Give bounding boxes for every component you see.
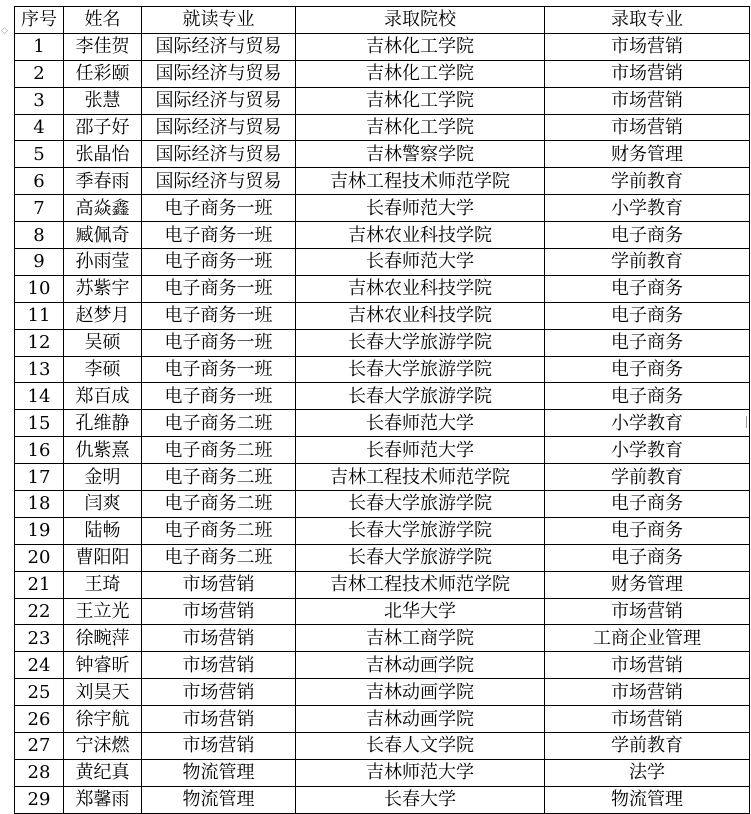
cell-current-major: 国际经济与贸易 <box>142 141 296 168</box>
cell-index: 12 <box>15 329 64 356</box>
cell-admitted-major: 学前教育 <box>545 249 750 276</box>
table-row <box>15 383 750 410</box>
table-row <box>15 168 750 195</box>
cell-current-major: 电子商务二班 <box>142 491 296 518</box>
cell-current-major: 物流管理 <box>142 759 296 786</box>
table-row <box>15 517 750 544</box>
cell-admitted-major: 电子商务 <box>545 491 750 518</box>
cell-admitted-major: 财务管理 <box>545 571 750 598</box>
cell-current-major: 电子商务二班 <box>142 517 296 544</box>
cell-name: 宁沫燃 <box>64 733 142 760</box>
cell-current-major: 电子商务一班 <box>142 222 296 249</box>
cell-current-major: 市场营销 <box>142 652 296 679</box>
cell-anchor-marker: ◇ <box>1 26 8 36</box>
cell-name: 金明 <box>64 464 142 491</box>
table-row <box>15 733 750 760</box>
cell-index: 6 <box>15 168 64 195</box>
cell-index: 27 <box>15 733 64 760</box>
cell-admitted-school: 长春师范大学 <box>296 195 545 222</box>
cell-current-major: 电子商务一班 <box>142 356 296 383</box>
cell-index: 17 <box>15 464 64 491</box>
cell-current-major: 市场营销 <box>142 625 296 652</box>
cell-current-major: 电子商务一班 <box>142 302 296 329</box>
cell-admitted-school: 吉林农业科技学院 <box>296 302 545 329</box>
table-row <box>15 249 750 276</box>
table-row <box>15 33 750 60</box>
cell-index: 29 <box>15 786 64 813</box>
cell-current-major: 国际经济与贸易 <box>142 87 296 114</box>
cell-admitted-major: 电子商务 <box>545 544 750 571</box>
cell-current-major: 物流管理 <box>142 786 296 813</box>
cell-current-major: 市场营销 <box>142 733 296 760</box>
cell-admitted-school: 长春大学旅游学院 <box>296 544 545 571</box>
cell-index: 24 <box>15 652 64 679</box>
cell-index: 8 <box>15 222 64 249</box>
cell-admitted-school: 长春人文学院 <box>296 733 545 760</box>
cell-admitted-major: 物流管理 <box>545 786 750 813</box>
cell-index: 3 <box>15 87 64 114</box>
cell-admitted-school: 长春大学旅游学院 <box>296 383 545 410</box>
cell-current-major: 市场营销 <box>142 679 296 706</box>
table-row <box>15 706 750 733</box>
cell-admitted-major: 电子商务 <box>545 356 750 383</box>
cell-index: 28 <box>15 759 64 786</box>
cell-admitted-major: 电子商务 <box>545 517 750 544</box>
cell-name: 赵梦月 <box>64 302 142 329</box>
cell-admitted-school: 吉林化工学院 <box>296 114 545 141</box>
cell-index: 18 <box>15 491 64 518</box>
table-row <box>15 302 750 329</box>
table-row <box>15 625 750 652</box>
cell-name: 徐宇航 <box>64 706 142 733</box>
cell-admitted-major: 小学教育 <box>545 195 750 222</box>
cell-admitted-major: 市场营销 <box>545 706 750 733</box>
table-row <box>15 786 750 813</box>
table-row <box>15 114 750 141</box>
cell-current-major: 国际经济与贸易 <box>142 114 296 141</box>
cell-admitted-major: 电子商务 <box>545 383 750 410</box>
cell-admitted-school: 吉林动画学院 <box>296 679 545 706</box>
table-row <box>15 275 750 302</box>
table-row <box>15 679 750 706</box>
header-current-major: 就读专业 <box>142 7 296 34</box>
cell-admitted-major: 市场营销 <box>545 114 750 141</box>
cell-admitted-major: 电子商务 <box>545 329 750 356</box>
cell-index: 10 <box>15 275 64 302</box>
cell-name: 徐畹萍 <box>64 625 142 652</box>
cell-admitted-school: 长春大学 <box>296 786 545 813</box>
table-row <box>15 356 750 383</box>
table-row <box>15 410 750 437</box>
table-row <box>15 759 750 786</box>
cell-index: 16 <box>15 437 64 464</box>
cell-admitted-major: 电子商务 <box>545 275 750 302</box>
header-index: 序号 <box>15 7 64 34</box>
cell-current-major: 电子商务二班 <box>142 410 296 437</box>
cell-admitted-major: 财务管理 <box>545 141 750 168</box>
cell-name: 陆畅 <box>64 517 142 544</box>
header-row <box>15 7 750 34</box>
cell-index: 25 <box>15 679 64 706</box>
cell-admitted-major: 电子商务 <box>545 302 750 329</box>
cell-admitted-school: 吉林工程技术师范学院 <box>296 571 545 598</box>
cell-index: 15 <box>15 410 64 437</box>
cell-admitted-school: 长春师范大学 <box>296 437 545 464</box>
cell-admitted-major: 小学教育 <box>545 410 750 437</box>
cell-admitted-major: 市场营销 <box>545 598 750 625</box>
cell-current-major: 市场营销 <box>142 571 296 598</box>
cell-index: 7 <box>15 195 64 222</box>
cell-current-major: 国际经济与贸易 <box>142 168 296 195</box>
cell-admitted-school: 长春师范大学 <box>296 249 545 276</box>
cell-name: 刘昊天 <box>64 679 142 706</box>
cell-index: 26 <box>15 706 64 733</box>
table-row <box>15 652 750 679</box>
cell-index: 1 <box>15 33 64 60</box>
table-row <box>15 222 750 249</box>
cell-name: 曹阳阳 <box>64 544 142 571</box>
table-row <box>15 141 750 168</box>
cell-admitted-major: 市场营销 <box>545 87 750 114</box>
cell-admitted-major: 法学 <box>545 759 750 786</box>
cell-name: 张晶怡 <box>64 141 142 168</box>
table-row <box>15 598 750 625</box>
cell-admitted-major: 市场营销 <box>545 60 750 87</box>
cell-index: 9 <box>15 249 64 276</box>
cell-admitted-major: 学前教育 <box>545 168 750 195</box>
cell-name: 孔维静 <box>64 410 142 437</box>
cell-name: 钟睿昕 <box>64 652 142 679</box>
cell-name: 邵子好 <box>64 114 142 141</box>
cell-current-major: 电子商务二班 <box>142 437 296 464</box>
admission-table <box>14 6 750 814</box>
cell-admitted-school: 长春大学旅游学院 <box>296 517 545 544</box>
table-row <box>15 60 750 87</box>
table-row <box>15 491 750 518</box>
cell-index: 22 <box>15 598 64 625</box>
admission-list-sheet <box>14 6 749 814</box>
header-admitted-school: 录取院校 <box>296 7 545 34</box>
table-row <box>15 544 750 571</box>
cell-index: 13 <box>15 356 64 383</box>
cell-current-major: 电子商务一班 <box>142 249 296 276</box>
cell-name: 季春雨 <box>64 168 142 195</box>
cell-admitted-school: 吉林化工学院 <box>296 87 545 114</box>
cell-current-major: 电子商务一班 <box>142 383 296 410</box>
table-row <box>15 87 750 114</box>
cell-admitted-major: 工商企业管理 <box>545 625 750 652</box>
cell-current-major: 国际经济与贸易 <box>142 33 296 60</box>
cell-name: 苏紫宇 <box>64 275 142 302</box>
cell-admitted-school: 长春师范大学 <box>296 410 545 437</box>
cell-name: 仇紫熹 <box>64 437 142 464</box>
cell-admitted-school: 吉林农业科技学院 <box>296 222 545 249</box>
cell-admitted-major: 市场营销 <box>545 679 750 706</box>
cell-admitted-school: 北华大学 <box>296 598 545 625</box>
cell-admitted-school: 长春大学旅游学院 <box>296 329 545 356</box>
table-row <box>15 571 750 598</box>
cell-admitted-major: 电子商务 <box>545 222 750 249</box>
cell-admitted-school: 吉林化工学院 <box>296 60 545 87</box>
cell-name: 孙雨莹 <box>64 249 142 276</box>
cell-admitted-major: 学前教育 <box>545 464 750 491</box>
table-row <box>15 329 750 356</box>
cell-current-major: 国际经济与贸易 <box>142 60 296 87</box>
cell-admitted-major: 学前教育 <box>545 733 750 760</box>
cell-admitted-school: 吉林动画学院 <box>296 652 545 679</box>
cell-admitted-school: 吉林警察学院 <box>296 141 545 168</box>
cell-index: 11 <box>15 302 64 329</box>
table-row <box>15 464 750 491</box>
cell-name: 李硕 <box>64 356 142 383</box>
cell-name: 王立光 <box>64 598 142 625</box>
cell-index: 21 <box>15 571 64 598</box>
cell-admitted-school: 长春大学旅游学院 <box>296 356 545 383</box>
cell-current-major: 市场营销 <box>142 598 296 625</box>
cell-name: 高焱鑫 <box>64 195 142 222</box>
cell-current-major: 电子商务一班 <box>142 275 296 302</box>
cell-name: 闫爽 <box>64 491 142 518</box>
cell-name: 王琦 <box>64 571 142 598</box>
cell-admitted-school: 长春大学旅游学院 <box>296 491 545 518</box>
cell-index: 4 <box>15 114 64 141</box>
cell-admitted-school: 吉林工程技术师范学院 <box>296 168 545 195</box>
cell-admitted-school: 吉林师范大学 <box>296 759 545 786</box>
cell-current-major: 市场营销 <box>142 706 296 733</box>
cell-admitted-school: 吉林工商学院 <box>296 625 545 652</box>
cell-name: 黄纪真 <box>64 759 142 786</box>
cell-name: 臧佩奇 <box>64 222 142 249</box>
cell-current-major: 电子商务一班 <box>142 329 296 356</box>
cell-index: 5 <box>15 141 64 168</box>
cell-admitted-major: 市场营销 <box>545 652 750 679</box>
cell-admitted-major: 小学教育 <box>545 437 750 464</box>
cell-admitted-school: 吉林农业科技学院 <box>296 275 545 302</box>
cell-index: 19 <box>15 517 64 544</box>
cell-index: 14 <box>15 383 64 410</box>
cell-name: 吴硕 <box>64 329 142 356</box>
cell-name: 任彩颐 <box>64 60 142 87</box>
cell-admitted-school: 吉林工程技术师范学院 <box>296 464 545 491</box>
cell-current-major: 电子商务二班 <box>142 464 296 491</box>
header-admitted-major: 录取专业 <box>545 7 750 34</box>
cell-admitted-school: 吉林动画学院 <box>296 706 545 733</box>
cell-name: 郑百成 <box>64 383 142 410</box>
cell-current-major: 电子商务二班 <box>142 544 296 571</box>
cell-current-major: 电子商务一班 <box>142 195 296 222</box>
cell-admitted-school: 吉林化工学院 <box>296 33 545 60</box>
table-body <box>15 33 750 813</box>
cell-index: 23 <box>15 625 64 652</box>
cell-index: 2 <box>15 60 64 87</box>
cell-name: 李佳贺 <box>64 33 142 60</box>
header-name: 姓名 <box>64 7 142 34</box>
cell-name: 郑馨雨 <box>64 786 142 813</box>
table-row <box>15 195 750 222</box>
cell-name: 张慧 <box>64 87 142 114</box>
table-row <box>15 437 750 464</box>
cell-admitted-major: 市场营销 <box>545 33 750 60</box>
cell-index: 20 <box>15 544 64 571</box>
